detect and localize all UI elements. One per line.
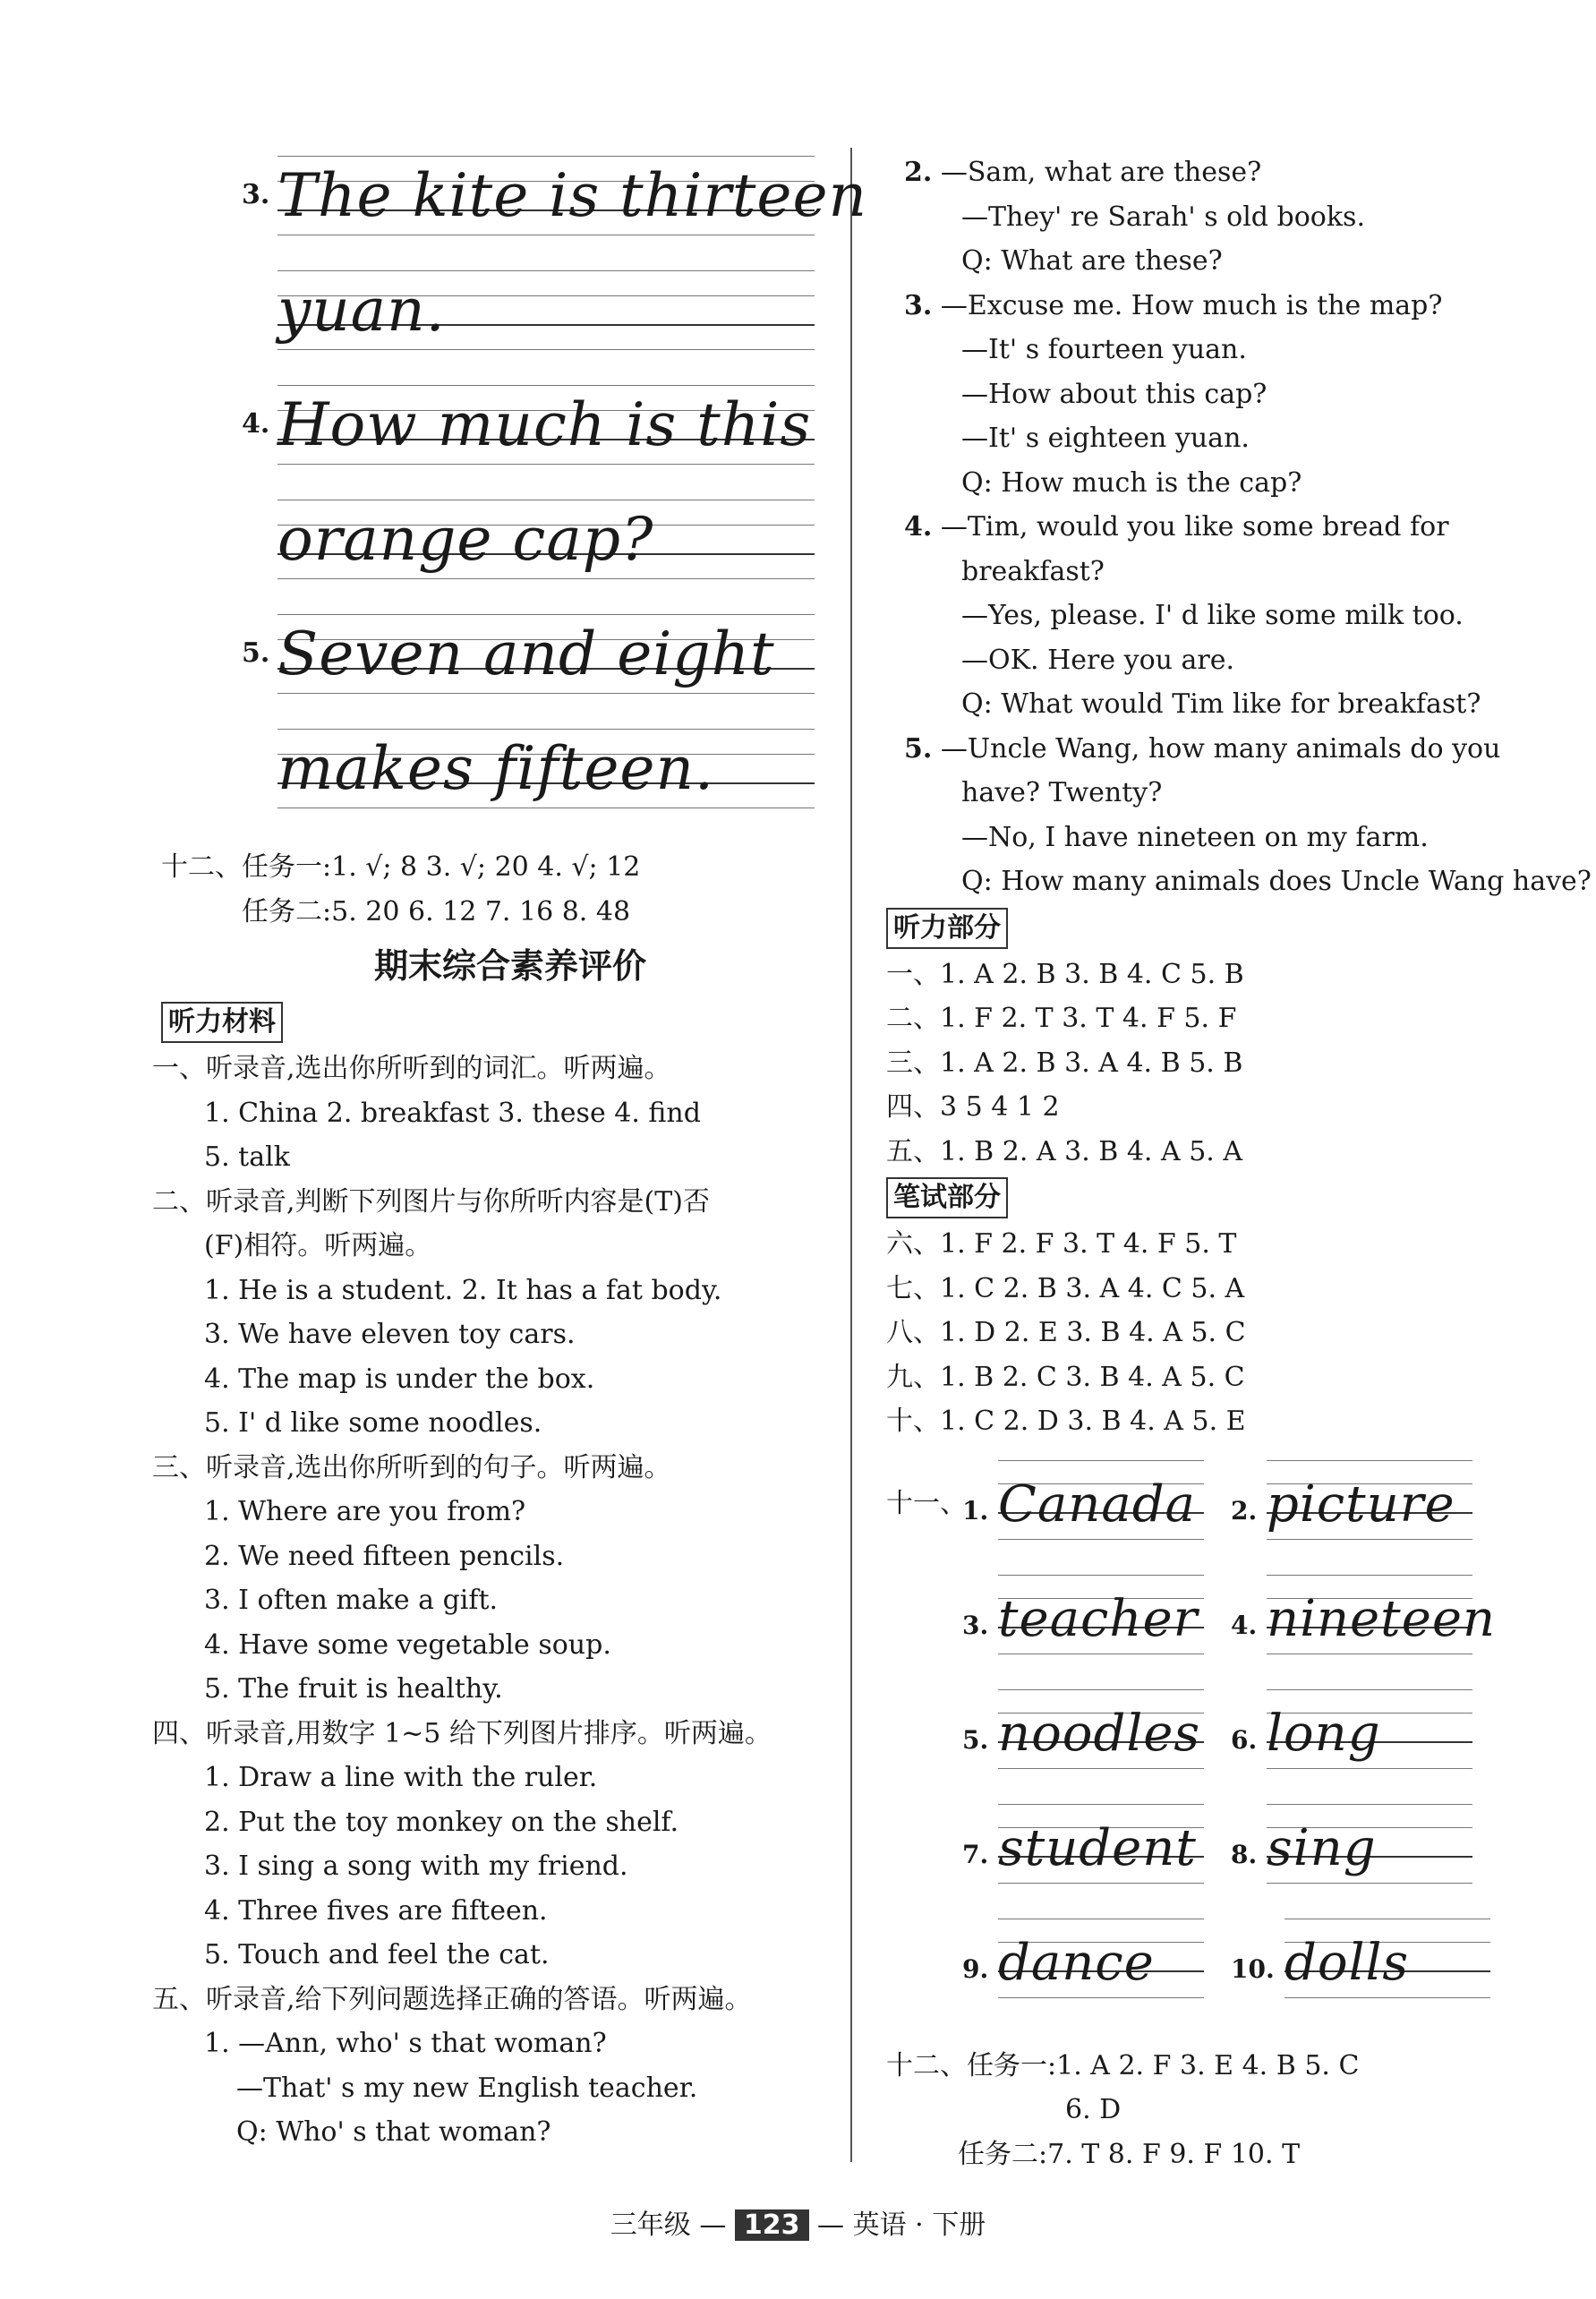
q12-task1-cont: 6. D xyxy=(1065,2094,1122,2125)
written-answer-row: 七、1. C 2. B 3. A 4. C 5. A xyxy=(886,1272,1245,1304)
dialogue-line: breakfast? xyxy=(961,555,1105,587)
dialogue-line: —No, I have nineteen on my farm. xyxy=(961,821,1429,853)
listening-material-label: 听力材料 xyxy=(161,1002,283,1043)
q2-line: 4. The map is under the box. xyxy=(204,1363,595,1395)
handwriting-text: yuan. xyxy=(277,276,446,345)
q4-line: 2. Put the toy monkey on the shelf. xyxy=(204,1806,679,1838)
written-answer-row: 九、1. B 2. C 3. B 4. A 5. C xyxy=(886,1361,1245,1393)
subject-label: 英语 · 下册 xyxy=(852,2209,986,2241)
written-answer-row: 十、1. C 2. D 3. B 4. A 5. E xyxy=(886,1406,1246,1437)
handwriting-text: makes fifteen. xyxy=(277,734,714,803)
word-8: 8. sing xyxy=(1267,1797,1472,1886)
listening-answer-row: 二、1. F 2. T 3. T 4. F 5. F xyxy=(886,1003,1237,1034)
writing-item-3 xyxy=(152,143,868,372)
right-column xyxy=(886,150,1592,2176)
q4-line: 5. Touch and feel the cat. xyxy=(204,1939,550,1970)
word-9: 9. dance xyxy=(998,1911,1204,2001)
dialogue-line: —It' s fourteen yuan. xyxy=(961,334,1247,365)
dialogue-3: 3. —Excuse me. How much is the map? xyxy=(904,289,1443,321)
item-number: 3. xyxy=(242,179,270,210)
listening-answer-row: 四、3 5 4 1 2 xyxy=(886,1091,1060,1123)
q4-instruction: 四、听录音,用数字 1~5 给下列图片排序。听两遍。 xyxy=(152,1717,772,1749)
q2-instruction-cont: (F)相符。听两遍。 xyxy=(204,1230,432,1261)
q2-line: 5. I' d like some noodles. xyxy=(204,1407,542,1439)
q11-label: 十一、 xyxy=(886,1487,967,1519)
handwriting-text: Seven and eight xyxy=(277,620,775,688)
answer-12-task2: 任务二:5. 20 6. 12 7. 16 8. 48 xyxy=(242,895,631,927)
dialogue-4: 4. —Tim, would you like some bread for xyxy=(904,511,1449,543)
item-number: 5. xyxy=(242,637,270,669)
listening-answer-row: 五、1. B 2. A 3. B 4. A 5. A xyxy=(886,1135,1243,1167)
word-3: 3. teacher xyxy=(998,1568,1204,1657)
word-7: 7. student xyxy=(998,1797,1204,1886)
q3-line: 5. The fruit is healthy. xyxy=(204,1673,503,1705)
written-part-label: 笔试部分 xyxy=(886,1177,1008,1218)
word-6: 6. long xyxy=(1267,1682,1472,1772)
q2-instruction: 二、听录音,判断下列图片与你所听内容是(T)否 xyxy=(152,1185,710,1218)
q4-line: 1. Draw a line with the ruler. xyxy=(204,1762,598,1793)
q5-instruction: 五、听录音,给下列问题选择正确的答语。听两遍。 xyxy=(152,1983,752,2015)
answer-12-task1: 十二、任务一:1. √; 8 3. √; 20 4. √; 12 xyxy=(161,851,641,883)
q5-line: —That' s my new English teacher. xyxy=(236,2072,698,2104)
page-footer xyxy=(0,2202,1596,2242)
listening-part-label: 听力部分 xyxy=(886,908,1008,949)
dialogue-line: Q: How much is the cap? xyxy=(961,466,1302,499)
q3-line: 1. Where are you from? xyxy=(204,1496,526,1527)
page-number: 123 xyxy=(735,2209,809,2241)
q11-word-grid xyxy=(886,1453,1566,2044)
dialogue-2: 2. —Sam, what are these? xyxy=(904,157,1262,188)
dialogue-line: have? Twenty? xyxy=(961,777,1163,808)
section-title: 期末综合素养评价 xyxy=(373,946,646,986)
q2-line: 1. He is a student. 2. It has a fat body. xyxy=(204,1274,722,1306)
dialogue-line: Q: What would Tim like for breakfast? xyxy=(961,688,1481,720)
handwriting-text: orange cap? xyxy=(277,505,654,574)
word-2: 2. picture xyxy=(1267,1453,1472,1543)
dialogue-line: —They' re Sarah' s old books. xyxy=(961,201,1365,233)
grade-label: 三年级 xyxy=(610,2209,691,2241)
q12-task2: 任务二:7. T 8. F 9. F 10. T xyxy=(958,2138,1301,2170)
q2-line: 3. We have eleven toy cars. xyxy=(204,1319,576,1350)
written-answer-row: 六、1. F 2. F 3. T 4. F 5. T xyxy=(886,1228,1237,1260)
dialogue-line: —How about this cap? xyxy=(961,378,1267,410)
listening-answer-row: 一、1. A 2. B 3. B 4. C 5. B xyxy=(886,958,1244,990)
dialogue-5: 5. —Uncle Wang, how many animals do you xyxy=(904,732,1501,765)
dash: — xyxy=(699,2209,727,2241)
q1-instruction: 一、听录音,选出你所听到的词汇。听两遍。 xyxy=(152,1053,671,1084)
item-number: 4. xyxy=(242,408,270,440)
word-5: 5. noodles xyxy=(998,1682,1204,1772)
handwriting-text: The kite is thirteen xyxy=(277,161,868,230)
word-1: 1. Canada xyxy=(998,1453,1204,1543)
word-10: 10. dolls xyxy=(1284,1911,1490,2001)
q3-line: 4. Have some vegetable soup. xyxy=(204,1628,611,1661)
column-divider xyxy=(850,148,852,2162)
word-4: 4. nineteen xyxy=(1267,1568,1472,1657)
dialogue-line: —Yes, please. I' d like some milk too. xyxy=(961,600,1464,631)
q3-line: 3. I often make a gift. xyxy=(204,1585,499,1616)
q12-task1: 十二、任务一:1. A 2. F 3. E 4. B 5. C xyxy=(886,2049,1360,2081)
left-column xyxy=(152,143,868,2155)
q1-line: 5. talk xyxy=(204,1141,290,1173)
dialogue-line: —It' s eighteen yuan. xyxy=(961,423,1250,454)
dialogue-line: Q: How many animals does Uncle Wang have? xyxy=(961,866,1592,897)
writing-item-4 xyxy=(152,372,832,602)
q3-line: 2. We need fifteen pencils. xyxy=(204,1540,565,1572)
dialogue-line: —OK. Here you are. xyxy=(961,644,1235,676)
q4-line: 4. Three fives are fifteen. xyxy=(204,1894,548,1927)
handwriting-text: How much is this xyxy=(277,390,812,459)
q1-line: 1. China 2. breakfast 3. these 4. find xyxy=(204,1097,701,1129)
dash: — xyxy=(817,2209,845,2241)
q3-instruction: 三、听录音,选出你所听到的句子。听两遍。 xyxy=(152,1451,671,1483)
writing-item-5 xyxy=(152,602,832,831)
dialogue-line: Q: What are these? xyxy=(961,245,1223,277)
q5-line: Q: Who' s that woman? xyxy=(236,2116,551,2148)
q4-line: 3. I sing a song with my friend. xyxy=(204,1850,628,1882)
written-answer-row: 八、1. D 2. E 3. B 4. A 5. C xyxy=(886,1317,1246,1348)
listening-answer-row: 三、1. A 2. B 3. A 4. B 5. B xyxy=(886,1047,1243,1079)
q5-line: 1. —Ann, who' s that woman? xyxy=(204,2028,607,2059)
